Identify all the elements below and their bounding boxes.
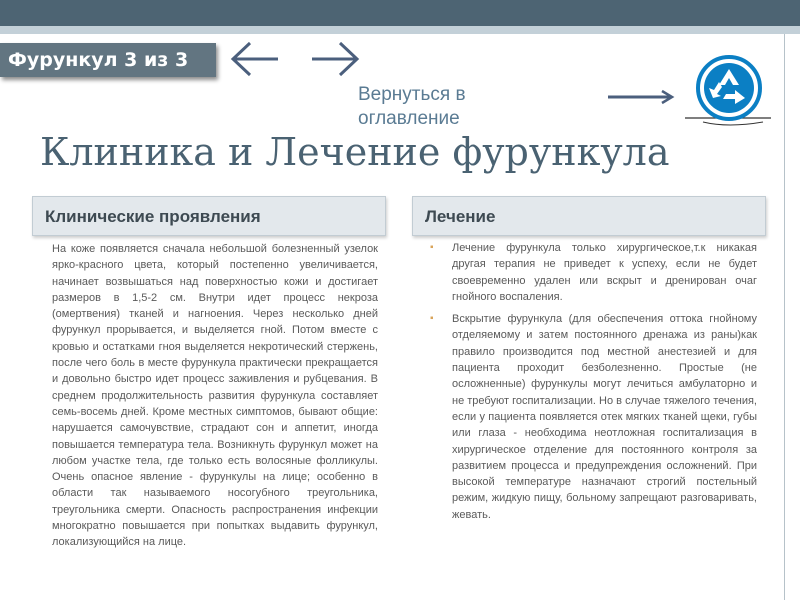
long-arrow-right-icon[interactable] [606, 89, 676, 105]
slide-label: Фурункул 3 из 3 [0, 43, 216, 77]
arrow-right-icon[interactable] [308, 40, 362, 78]
list-item [430, 240, 757, 305]
treatment-list [430, 240, 757, 529]
recycle-logo-icon [683, 52, 773, 128]
treatment-item-text: Вскрытие фурункула (для обеспечения оттока гнойному отделяемому и затем постоянного дренажа из раны)как правило производится под местной анестезией и для пациента проходит безболезненно. Простые (не осложненные) фурункулы могут лечиться амбулаторно и не требуют госпитализации. Но в случае тяжелого течения, если у пациента появляется отек мягких тканей щеки, губы или глаза - необходима неотложная госпитализация в хирургическое отделение для постоянного контроля за развитием процесса и предупреждения осложнений. При высокой температуре назначают строгий постельный режим, жидкую пищу, больному запрещают разговаривать, жевать. [452, 313, 757, 521]
page-title: Клиника и Лечение фурункула [40, 130, 670, 174]
treatment-header: Лечение [412, 196, 766, 236]
top-bar-accent [0, 26, 800, 34]
top-bar [0, 0, 800, 26]
bullet-icon: ▪ [430, 242, 434, 253]
clinical-text: На коже появляется сначала небольшой болезненный узелок ярко-красного цвета, который постепенно увеличивается, начинает возвышаться над поверхностью кожи и достигает размеров в 1,5-2 см. Внутри идет процесс некроза (омертвения) тканей и нагноения. Через несколько дней фурункул прорывается, и выделяется гной. Потом вместе с кровью и остатками гноя выделяется некротический стержень, после чего боль в месте фурункула практически прекращается и довольно быстро идет процесс заживления и рубцевания. В среднем продолжительность развития фурункула составляет семь-восемь дней. Кроме местных симптомов, бывают общие: нарушается самочувствие, страдают сон и аппетит, иногда повышается температура тела. Возникнуть фурункул может на любом участке тела, где только есть волосяные фолликулы. Очень опасное явление - фурункулы на лице; особенно в области так называемого носогубного треугольника, треугольника смерти. Опасность распространения инфекции многократно повышается при попытках выдавить фурункул, локализующийся на лице. [52, 243, 378, 549]
right-divider-line [784, 34, 785, 600]
back-to-contents-link[interactable]: Вернуться в оглавление [358, 84, 466, 129]
treatment-item-text: Лечение фурункула только хирургическое,т.к никакая другая терапия не приведет к успеху, если не будет своевременно удален или вскрыт и дренирован очаг гнойного воспаления. [452, 242, 757, 303]
arrow-left-icon[interactable] [228, 40, 282, 78]
bullet-icon: ▪ [430, 313, 434, 325]
list-item [430, 311, 757, 523]
clinical-header: Клинические проявления [32, 196, 386, 236]
